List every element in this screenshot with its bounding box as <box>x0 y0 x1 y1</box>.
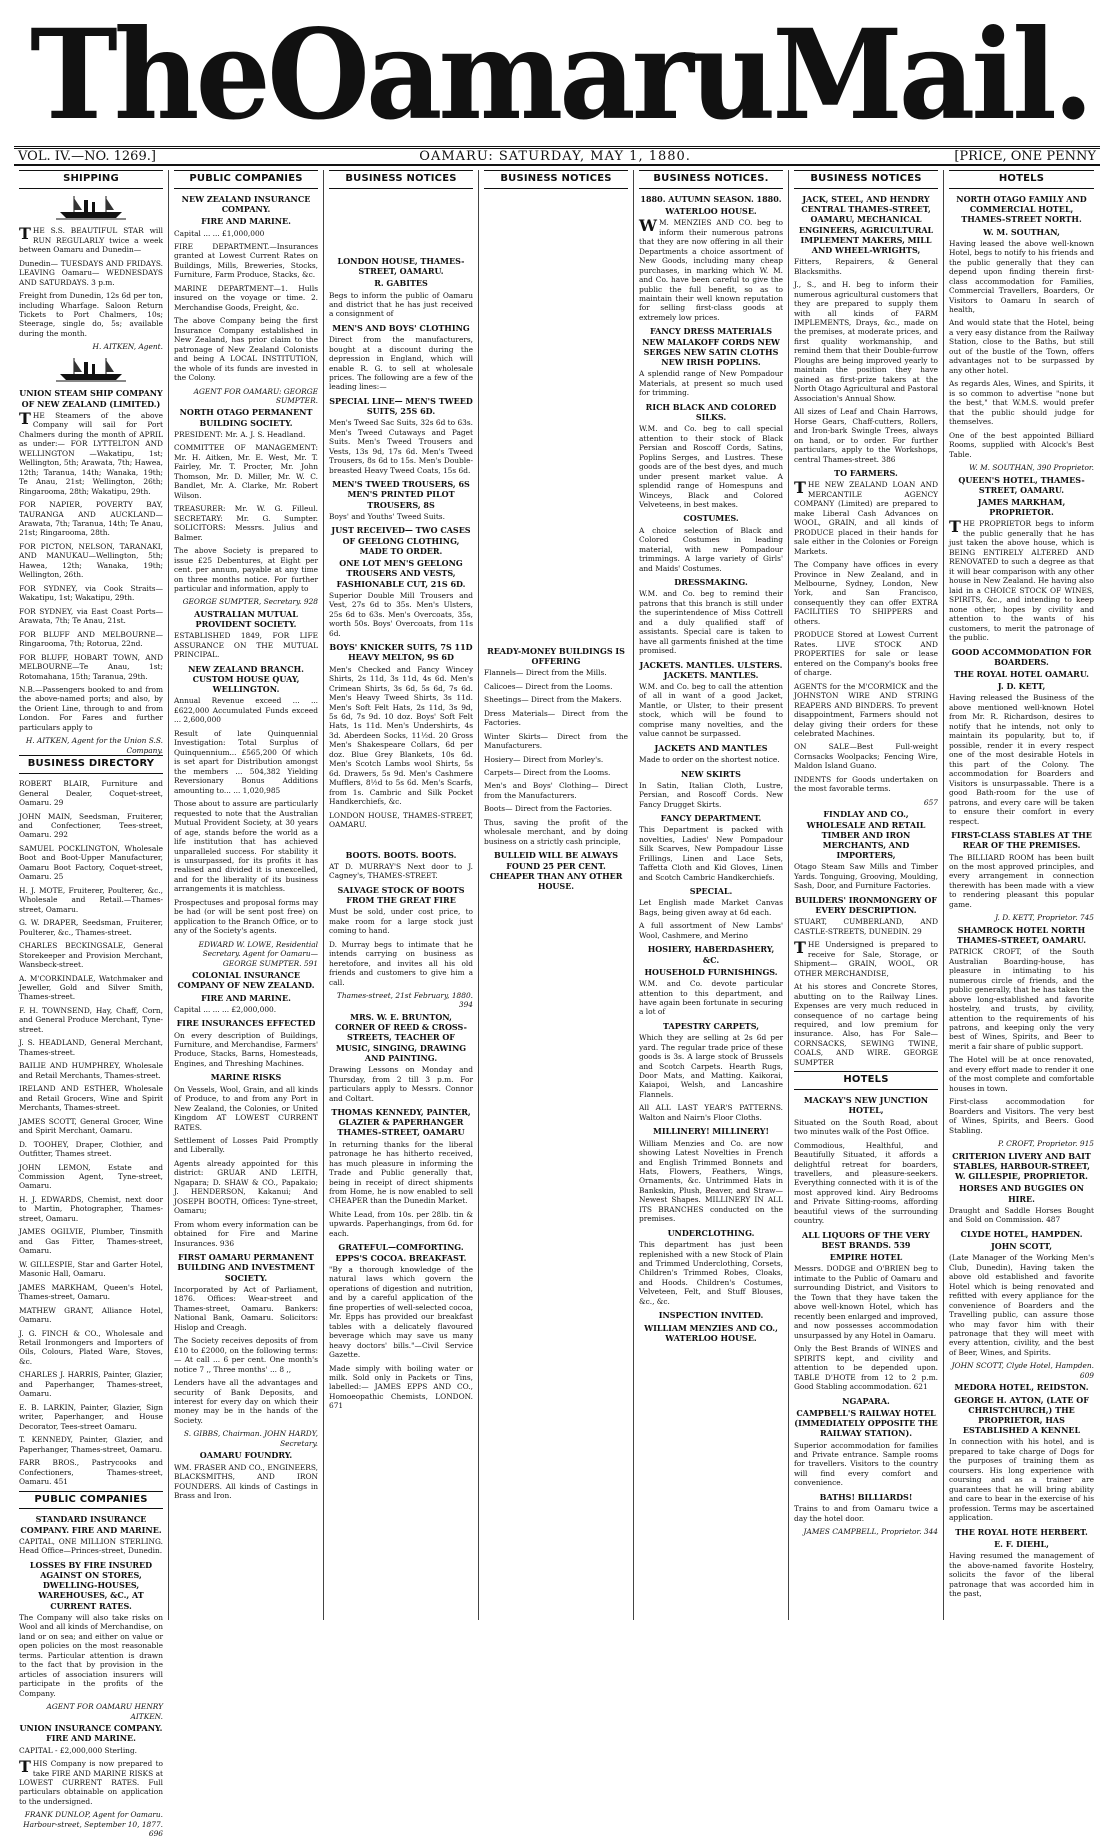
notice-paragraph: LONDON HOUSE, THAMES-STREET, OAMARU. <box>329 810 473 830</box>
column <box>479 170 634 1620</box>
notice-paragraph: Flannels— Direct from the Mills. <box>484 668 607 678</box>
notice-title: COLONIAL INSURANCE COMPANY OF NEW ZEALAND. <box>177 970 315 991</box>
column <box>324 170 479 1620</box>
notice-paragraph: CAPITAL - £2,000,000 Sterling. <box>19 1745 138 1755</box>
column <box>789 170 944 1620</box>
notice-paragraph: Men's Tweed Sac Suits, 32s 6d to 63s. Men's Tweed Cutaways and Paget Suits. Men's Tweed Trousers and Vests, 13s 9d, 17s 6d. Men's Tweed Trousers, 8s 6d to 15s. Men's Double-breasted Heavy Tweed Coats, 15s 6d. <box>329 418 473 475</box>
notice-title: HOSIERY, HABERDASHERY, &C. <box>647 944 775 965</box>
notice-title: E. F. DIEHL, <box>994 1538 1049 1549</box>
notice-paragraph: The Society receives deposits of from £10 to £2000, on the following terms:— At call ... 6 per cent. One month's notice 7 ,, Three months' ... 8 ,, <box>174 1336 318 1374</box>
notice-paragraph: THE Undersigned is prepared to receive for Sale, Storage, or Shipment— GRAIN, WOOL, OR OTHER MERCHANDISE, <box>794 938 938 978</box>
notice-paragraph: JOHN LEMON, Estate and Commission Agent, Tyne-street, Oamaru. <box>19 1162 163 1191</box>
notice-paragraph: G. W. DRAPER, Seedsman, Fruiterer, Poulterer, &c., Thames-street. <box>19 918 163 937</box>
blank-space <box>484 344 628 494</box>
notice-paragraph: First-class accommodation for Boarders and Visitors. The very best of Wines, Spirits, and Beers. Good Stabling. <box>949 1097 1094 1135</box>
notice-paragraph: Dress Materials— Direct from the Factories. <box>484 708 628 728</box>
notice-paragraph: Trains to and from Oamaru twice a day the hotel door. <box>794 1504 938 1523</box>
notice-paragraph: Drawing Lessons on Monday and Thursday, from 2 till 3 p.m. For particulars apply to Messrs. Connor and Coltart. <box>329 1065 473 1103</box>
notice-title: FIRST OAMARU PERMANENT BUILDING AND INVESTMENT SOCIETY. <box>177 1252 315 1283</box>
notice-paragraph: A. M'CORKINDALE, Watchmaker and Jeweller, Gold and Silver Smith, Thames-street. <box>19 973 163 1002</box>
notice-paragraph: Boots— Direct from the Factories. <box>484 804 613 814</box>
notice-title: FIRST-CLASS STABLES AT THE REAR OF THE PREMISES. <box>951 830 1092 851</box>
notice-paragraph: IRELAND AND ESTHER, Wholesale and Retail Grocers, Wine and Spirit Merchants, Thames-street. <box>19 1084 163 1113</box>
notice-title: WATERLOO HOUSE. <box>665 206 757 217</box>
notice-title: SPECIAL. <box>689 886 733 897</box>
notice-title: UNDERCLOTHING. <box>667 1227 755 1238</box>
notice-paragraph: FOR SYDNEY, via Cook Straits—Wakatipu, 1st; Wakatipu, 29th. <box>19 583 163 603</box>
notice-title: NORTH OTAGO PERMANENT BUILDING SOCIETY. <box>179 407 313 428</box>
notice-paragraph: At his stores and Concrete Stores, abutting on to the Railway Lines. Expenses are very much reduced in consequence of no cartage being required, and low premium for insurance. Also, has For Sale— CORNSACKS, SEWING TWINE, COALS, AND WIRE. GEORGE SUMPTER <box>794 982 938 1067</box>
notice-paragraph: On every description of Buildings, Furniture, and Merchandise, Farmers' Produce, Stacks, Barns, Homesteads, Engines, and Threshing Machines. <box>174 1030 318 1068</box>
notice-paragraph: Annual Revenue exceed ... ... £622,000 Accumulated Funds exceed ... 2,600,000 <box>174 696 318 725</box>
notice-paragraph: AGENTS for the M'CORMICK and the JOHNSTON WIRE AND STRING REAPERS AND BINDERS. To prevent disappointment, Farmers should not delay giving their orders for these celebrated Machines. <box>794 681 938 738</box>
notice-paragraph: Men's and Boys' Clothing— Direct from the Manufacturers. <box>484 781 628 800</box>
notice-title: GOOD ACCOMMODATION FOR BOARDERS. <box>951 646 1092 667</box>
notice-title: WILLIAM MENZIES AND CO., WATERLOO HOUSE. <box>644 1322 778 1343</box>
notice-title: MILLINERY! MILLINERY! <box>652 1126 770 1137</box>
steamship-icon <box>19 356 163 384</box>
notice-paragraph: All sizes of Leaf and Chain Harrows, Horse Gears, Chaff-cutters, Rollers, and Iron-bark Swingle Trees, always on hand, or to order. For further particulars, apply to the Workshops, central Thames-street. 386 <box>794 407 938 464</box>
notice-signature: FRANK DUNLOP, Agent for Oamaru. Harbour-street, September 10, 1877. 696 <box>23 1810 163 1839</box>
notice-title: RICH BLACK AND COLORED SILKS. <box>645 401 777 422</box>
column-heading: BUSINESS NOTICES <box>484 170 628 189</box>
notice-paragraph: Commodious, Healthful, and Beautifully Situated, it affords a delightful retreat for boarders, travellers, and pleasure-seekers. Everything connected with it is of the most approved kind. Airy Bedrooms and Private Sitting-rooms, affording beautiful views of the surrounding country. <box>794 1140 938 1226</box>
column-heading: BUSINESS NOTICES <box>329 170 473 189</box>
dateline <box>14 146 1100 166</box>
notice-paragraph: Boys' and Youths' Tweed Suits. <box>329 511 445 521</box>
notice-paragraph: INDENTS for Goods undertaken on the most favorable terms. <box>794 774 938 794</box>
masthead <box>30 1 1090 148</box>
notice-paragraph: Agents already appointed for this district: GRUAR AND LEITH, Ngapara; D. SHAW & CO., Papakaio; J. HENDERSON, Kakanui; And JOSEPH BOOTH, Offices: Tyne-street, Oamaru; <box>174 1158 318 1216</box>
notice-paragraph: Capital ... ... £1,000,000 <box>174 228 265 238</box>
notice-title: EMPIRE HOTEL <box>829 1252 903 1263</box>
notice-paragraph: The BILLIARD ROOM has been built on the most approved principles, and every arrangement in connection therewith has been made with a view to rendering pleasant this popular game. <box>949 852 1094 909</box>
notice-paragraph: D. Murray begs to intimate that he intends carrying on business as heretofore, and invites all his old friends and customers to give him a call. <box>329 939 473 987</box>
column <box>14 170 169 1839</box>
notice-signature: H. AITKEN, Agent. <box>92 342 163 352</box>
notice-paragraph: PRESIDENT: Mr. A. J. S. Headland. <box>174 429 306 439</box>
notice-title: 1880. AUTUMN SEASON. 1880. <box>640 193 782 204</box>
notice-paragraph: WM. FRASER AND CO., ENGINEERS, BLACKSMITHS, AND IRON FOUNDERS. All kinds of Castings in Brass and Iron. <box>174 1462 318 1500</box>
notice-title: MRS. W. E. BRUNTON, CORNER OF REED & CROSS-STREETS, TEACHER OF MUSIC, SINGING, DRAWING AND PAINTING. <box>335 1011 467 1063</box>
column <box>169 170 324 1620</box>
column-heading: HOTELS <box>949 170 1094 189</box>
notice-paragraph: Having leased the above well-known Hotel, begs to notify to his friends and the public generally that they can depend upon finding therein first-class accommodation for Families, Commercial Travellers, Boarders, Or Visitors to Oamaru In search of health, <box>949 238 1094 315</box>
notice-paragraph: Let English made Market Canvas Bags, being given away at 6d each. <box>639 898 783 917</box>
notice-title: FIRE AND MARINE. <box>201 216 291 227</box>
notice-paragraph: Thus, saving the profit of the wholesale merchant, and by doing business on a strictly cash principle, <box>484 817 628 846</box>
column <box>634 170 789 1620</box>
notice-paragraph: And would state that the Hotel, being a very easy distance from the Railway Station, close to the Baths, but still out of the bustle of the Town, offers advantages not to be surpassed by any other hotel. <box>949 318 1094 375</box>
notice-title: GRATEFUL—COMFORTING. EPPS'S COCOA. BREAKFAST. <box>335 1242 467 1263</box>
notice-title: THE ROYAL HOTEL OAMARU. <box>954 669 1089 680</box>
notice-title: NGAPARA. <box>842 1395 890 1406</box>
notice-signature: J. D. KETT, Proprietor. 745 <box>995 913 1094 923</box>
column-heading: BUSINESS NOTICES. <box>639 170 783 189</box>
notice-paragraph: SAMUEL POCKLINGTON, Wholesale Boot and Boot-Upper Manufacturer, Oamaru Boot Factory, Coquet-street, Oamaru. 25 <box>19 843 163 882</box>
notice-paragraph: Prospectuses and proposal forms may be had (or will be sent post free) on application to the Branch Office, or to any of the Society's agents. <box>174 897 318 936</box>
notice-paragraph: AT D. MURRAY'S Next door to J. Cagney's, THAMES-STREET. <box>329 861 473 881</box>
notice-title: JACKETS. MANTLES. ULSTERS. JACKETS. MANTLES. <box>639 659 783 680</box>
notice-title: BOYS' KNICKER SUITS, 7S 11D HEAVY MELTON, 9S 6D <box>329 642 473 663</box>
notice-paragraph: FOR NAPIER, POVERTY BAY, TAURANGA AND AUCKLAND—Arawata, 7th; Taranua, 14th; Te Anau, 21st; Ringarooma, 28th. <box>19 500 163 538</box>
notice-title: THOMAS KENNEDY, PAINTER, GLAZIER & PAPERHANGER THAMES-STREET, OAMARU <box>331 1106 471 1138</box>
notice-title: BATHS! BILLIARDS! <box>819 1491 913 1502</box>
notice-title: MEN'S TWEED TROUSERS, 6S MEN'S PRINTED PILOT TROUSERS, 8S <box>332 479 470 510</box>
blank-space <box>484 194 628 344</box>
notice-paragraph: In returning thanks for the liberal patronage he has hitherto received, has much pleasure in informing the Trade and Public generally that, being in receipt of direct shipments from Home, he is now enabled to sell CHEAPER than the Dunedin Market. <box>329 1139 473 1206</box>
section-heading: BUSINESS DIRECTORY <box>19 755 163 774</box>
notice-title: NEW ZEALAND BRANCH. CUSTOM HOUSE QUAY, WELLINGTON. <box>188 663 304 695</box>
notice-paragraph: JAMES OGILVIE, Plumber, Tinsmith and Gas Fitter, Thames-street, Oamaru. <box>19 1227 163 1256</box>
column-heading: PUBLIC COMPANIES <box>174 170 318 189</box>
notice-signature: EDWARD W. LOWE, Residential Secretary. Agent for Oamaru— GEORGE SUMPTER. 591 <box>198 939 318 968</box>
notice-paragraph: FOR SYDNEY, via East Coast Ports—Arawata, 7th; Te Anau, 21st. <box>19 606 163 626</box>
notice-paragraph: MARINE DEPARTMENT—1. Hulls insured on the voyage or time. 2. Merchandise Goods, Freight, &c. <box>174 283 318 312</box>
notice-signature: JAMES CAMPBELL, Proprietor. 344 <box>803 1527 938 1537</box>
notice-paragraph: E. B. LARKIN, Painter, Glazier, Sign writer, Paperhanger, and House Decorator, Tees-street Oamaru. <box>19 1402 163 1431</box>
notice-paragraph: Dunedin— TUESDAYS AND FRIDAYS. LEAVING Oamaru— WEDNESDAYS AND SATURDAYS. 3 p.m. <box>19 258 163 287</box>
notice-title: J. D. KETT, <box>997 681 1046 692</box>
notice-paragraph: Superior accommodation for families and Private entrance. Sample rooms for travellers. Visitors to the country will find every comfort and convenience. <box>794 1440 938 1488</box>
notice-paragraph: In Satin, Italian Cloth, Lustre, Persian, and Roscoff Cords. New Fancy Drugget Skirts. <box>639 780 783 809</box>
notice-paragraph: THE NEW ZEALAND LOAN AND MERCANTILE AGENCY COMPANY (Limited) are prepared to make Liberal Cash Advances on WOOL, GRAIN, and all kinds of PRODUCE placed in their hands for sale either in the Colonies or Foreign Markets. <box>794 478 938 556</box>
notice-title: FANCY DRESS MATERIALS NEW MALAKOFF CORDS NEW SERGES NEW SATIN CLOTHS NEW IRISH POPLINS. <box>642 326 780 368</box>
notice-paragraph: F. H. TOWNSEND, Hay, Chaff, Corn, and General Produce Merchant, Tyne-street. <box>19 1005 163 1034</box>
blank-space <box>329 194 473 254</box>
notice-title: SPECIAL LINE— MEN'S TWEED SUITS, 25S 6D. <box>329 395 473 417</box>
issue-date: OAMARU: SATURDAY, MAY 1, 1880. <box>419 149 691 164</box>
notice-paragraph: Having resumed the management of the above-named favorite Hostelry, solicits the favor of the liberal patronage that was accorded him in the past, <box>949 1551 1094 1599</box>
notice-paragraph: COMMITTEE OF MANAGEMENT: Mr. H. Aitken, Mr. E. West, Mr. T. Fairley, Mr. T. Procter, Mr. John Thomson, Mr. D. Miller, Mr. W. C. Bandlet, Mr. A. Clarke, Mr. Robert Wilson. <box>174 443 318 500</box>
notice-paragraph: H. J. MOTE, Fruiterer, Poulterer, &c., Wholesale and Retail.—Thames-street, Oamaru. <box>19 885 163 914</box>
notice-paragraph: All ALL LAST YEAR'S PATTERNS. Walton and Nairn's Floor Cloths. <box>639 1103 783 1122</box>
notice-signature: JOHN SCOTT, Clyde Hotel, Hampden. 609 <box>951 1361 1094 1380</box>
notice-paragraph: Settlement of Losses Paid Promptly and Liberally. <box>174 1136 318 1155</box>
notice-title: TO FARMERS. <box>834 468 898 479</box>
notice-paragraph: Hosiery— Direct from Morley's. <box>484 754 604 764</box>
blank-space <box>484 494 628 644</box>
notice-title: JACK, STEEL, AND HENDRY CENTRAL THAMES-STREET, OAMARU, MECHANICAL ENGINEERS, AGRICULTURAL IMPLEMENT MAKERS, MILL AND WHEEL-WRIGHTS, <box>798 193 934 255</box>
notice-signature: H. AITKEN, Agent for the Union S.S. Company. <box>25 736 163 755</box>
notice-paragraph: The above Company being the first Insurance Company established in New Zealand, has prior claim to the patronage of New Zealand Colonists and being A LOCAL INSTITUTION, the whole of its funds are invested in the Colony. <box>174 316 318 383</box>
notice-paragraph: JAMES SCOTT, General Grocer, Wine and Spirit Merchant, Oamaru. <box>19 1116 163 1136</box>
notice-title: DRESSMAKING. <box>674 577 748 588</box>
notice-title: GEORGE H. AYTON, (LATE OF CHRISTCHURCH,) THE PROPRIETOR, HAS ESTABLISHED A KENNEL <box>954 1394 1089 1436</box>
notice-title: NEW ZEALAND INSURANCE COMPANY. <box>181 193 311 215</box>
notice-paragraph: Made simply with boiling water or milk. Sold only in Packets or Tins, labelled:— JAMES EPPS AND CO., Homoeopathic Chemists, LONDON. 671 <box>329 1363 473 1411</box>
notice-paragraph: T. KENNEDY, Painter, Glazier, and Paperhanger, Thames-street, Oamaru. <box>19 1435 163 1454</box>
notice-paragraph: The Company will also take risks on Wool and all kinds of Merchandise, on land or on sea; and either on value or open policies on the most reasonable terms. Particular attention is drawn to the fact that by provision in the articles of association insurers will participate in the profits of the Company. <box>19 1612 163 1698</box>
notice-paragraph: This Department is packed with novelties, Ladies' New Pompadour Silk Scarves, New Pompadour Lisse Frillings, Linen and Lace Sets, Taffetta Cloth and Kid Gloves, Linen and Scotch Cambric Handkerchiefs. <box>639 825 783 882</box>
notice-title: ALL LIQUORS OF THE VERY BEST BRANDS. 539 <box>802 1229 930 1251</box>
notice-title: TAPESTRY CARPETS, <box>662 1020 760 1031</box>
volume-number: VOL. IV.—NO. 1269.] <box>18 149 156 164</box>
notice-paragraph: Incorporated by Act of Parliament, 1876. Offices: Wear-street and Thames-street, Oamaru. Bankers: National Bank, Oamaru. Solicitors: Hislop and Creagh. <box>174 1284 318 1332</box>
notice-paragraph: CHARLES J. HARRIS, Painter, Glazier, and Paperhanger, Thames-street, Oamaru. <box>19 1370 163 1399</box>
notice-title: MARINE RISKS <box>210 1072 282 1083</box>
masthead-word: Mail. <box>772 1 1090 148</box>
notice-paragraph: Freight from Dunedin, 12s 6d per ton, including Wharfage. Saloon Return Tickets to Port Chalmers, 10s; Steerage, single do, 5s; available during the month. <box>19 291 163 338</box>
section-heading: PUBLIC COMPANIES <box>19 1491 163 1510</box>
notice-signature: 657 <box>923 797 938 807</box>
blank-space <box>329 834 473 848</box>
column <box>944 170 1099 1620</box>
notice-title: AUSTRALIAN MUTUAL PROVIDENT SOCIETY. <box>194 608 298 630</box>
notice-paragraph: H. J. EDWARDS, Chemist, next door to Martin, Photographer, Thames-street, Oamaru. <box>19 1194 163 1223</box>
notice-paragraph: Capital ... ... ... £2,000,000. <box>174 1004 277 1014</box>
notice-title: W. M. SOUTHAN, <box>983 226 1060 237</box>
notice-paragraph: Draught and Saddle Horses Bought and Sold on Commission. 487 <box>949 1205 1094 1225</box>
notice-paragraph: FOR BLUFF, HOBART TOWN, AND MELBOURNE—Te Anau, 1st; Rotomahana, 15th; Taranua, 29th. <box>19 652 163 681</box>
notice-paragraph: The above Society is prepared to issue £25 Debentures, at Eight per cent. per annum, payable at any time on three months notice. For further particular and information, apply to <box>174 546 318 593</box>
notice-paragraph: J. G. FINCH & CO., Wholesale and Retail Ironmongers and Importers of Oils, Colours, Plated Ware, Stoves, &c. <box>19 1328 163 1366</box>
notice-title: FANCY DEPARTMENT. <box>660 813 762 824</box>
notice-paragraph: J., S., and H. beg to inform their numerous agricultural customers that they are prepared to supply them with all kinds of FARM IMPLEMENTS, Drays, &c., made on the premises, at moderate prices, and first quality workmanship, and remind them that their Double-furrow Ploughs are being improved yearly to maintain the position they have gained as first-prize takers at the North Otago Agricultural and Pastoral Association's Annual Show. <box>794 280 938 403</box>
notice-title: BOOTS. BOOTS. BOOTS. <box>345 849 457 860</box>
notice-paragraph: (Late Manager of the Working Men's Club, Dunedin), Having taken the above old established and favorite Hotel which is being renovated and refitted with every appliance for the convenience of Boarders and the Travelling public, can assure those who may favor him with their patronage that they will meet with every attention, civility, and the best of Beer, Wines, and Spirits. <box>949 1253 1094 1357</box>
notice-title: HORSES AND BUGGIES ON HIRE. <box>959 1183 1084 1204</box>
notice-title: CAMPBELL'S RAILWAY HOTEL (IMMEDIATELY OPPOSITE THE RAILWAY STATION). <box>794 1407 938 1439</box>
notice-paragraph: N.B.—Passengers booked to and from the above-named ports; and also, by the Orient Line, through to and from London. For Fares and further particulars apply to <box>19 685 163 732</box>
notice-title: ONE LOT MEN'S GEELONG TROUSERS AND VESTS, FASHIONABLE CUT, 21S 6D. <box>336 558 466 589</box>
notice-paragraph: Winter Skirts— Direct from the Manufacturers. <box>484 731 628 751</box>
notice-paragraph: CHARLES BECKINGSALE, General Storekeeper and Provision Merchant, Wansbeck-street. <box>19 941 163 970</box>
notice-paragraph: W.M. and Co. beg to call special attention to their stock of Black Persian and Roscoff Cords, Satins, Poplins Serges, and Lustres. These goods are of the best dyes, and much under present market value. A splendid range of Homespuns and Winceys, Black and Colored Velveteens, in best makes. <box>639 424 783 509</box>
notice-paragraph: As regards Ales, Wines, and Spirits, it is so common to advertise "none but the best," that W.M.S. would prefer that the public should judge for themselves. <box>949 379 1094 427</box>
notice-paragraph: THIS Company is now prepared to take FIRE AND MARINE RISKS at LOWEST CURRENT RATES. Full particulars obtainable on application to the undersigned. <box>19 1757 163 1806</box>
notice-paragraph: W.M. and Co. beg to call the attention of all in want of a good Jacket, Mantle, or Ulster, to their present stock, which will be found to comprise many novelties, and the value cannot be surpassed. <box>639 682 783 739</box>
steamship-icon <box>19 194 163 222</box>
notice-title: COSTUMES. <box>683 513 739 524</box>
notice-paragraph: Messrs. DODGE and O'BRIEN beg to intimate to the Public of Oamaru and surrounding District, and Visitors to the Town that they have taken the above well-known Hotel, which has recently been enlarged and improved, and now possesses accommodation unsurpassed by any Hotel in Oamaru. <box>794 1264 938 1340</box>
notice-paragraph: W.M. and Co. beg to remind their patrons that this branch is still under the superintendence of Miss Cottrell and a duly qualified staff of assistants. Special care is taken to have all garments finished at the time promised. <box>639 589 783 656</box>
notice-paragraph: Those about to assure are particularly requested to note that the Australian Mutual Provident Society, at 30 years of age, stands before the world as a life institution that has achieved unparalleled success. For stability it is unsurpassed, for its profits it has realised and divided it is unexcelled, and for the liberality of its business arrangements it is matchless. <box>174 799 318 894</box>
notice-paragraph: ESTABLISHED 1849, FOR LIFE ASSURANCE ON THE MUTUAL PRINCIPAL. <box>174 631 318 660</box>
notice-title: LOSSES BY FIRE INSURED AGAINST ON STORES, DWELLING-HOUSES, WAREHOUSES, &C., AT CURRENT RATES. <box>29 1559 153 1611</box>
masthead-word: The <box>30 1 267 148</box>
notice-title: FIRE AND MARINE. <box>201 992 291 1003</box>
notice-paragraph: Men's Checked and Fancy Wincey Shirts, 2s 11d, 3s 11d, 4s 6d. Men's Crimean Shirts, 3s 6d, 5s 6d, 7s 6d. Men's Heavy Tweed Shirts, 3s 11d. Men's Soft Felt Hats, 2s 11d, 3s 9d, 5s 6d, 7s 9d. 10 doz. Boys' Soft Felt Hats, 1s 11d. Men's Undershirts, 4s 3d. Aberdeen Socks, 11½d. 20 Gross Men's Shakespeare Collars, 6d per doz. Blue Grey Blankets, 10s 6d. Men's Scotch Lambs wool Shirts, 5s 6d. Drawers, 5s 9d. Men's Cashmere Mufflers, 8½d to 5s 6d. Men's Scarfs, from 1s. Cambric and Silk Pocket Handkerchiefs, &c. <box>329 664 473 807</box>
notice-paragraph: THE PROPRIETOR begs to inform the public generally that he has just taken the above house, which is BEING ENTIRELY ALTERED AND RENOVATED to such a degree as that it will bear comparison with any other house in New Zealand. He having also laid in a CHOICE STOCK OF WINES, SPIRITS, &c., and intending to keep none other, hopes by civility and attention to the wants of his customers, to merit the patronage of the public. <box>949 517 1094 643</box>
notice-paragraph: W. GILLESPIE, Star and Garter Hotel, Masonic Hall, Oamaru. <box>19 1259 163 1279</box>
column-heading: SHIPPING <box>19 170 163 189</box>
notice-signature: Thames-street, 21st February, 1880. 394 <box>336 990 473 1010</box>
notice-paragraph: In connection with his hotel, and is prepared to take charge of Dogs for the purposes of training them as coursers. His long experience with coursing and as a trainer are guarantees that he will bring ability and care to bear in the exercise of his profession. Terms may be ascertained application. <box>949 1437 1094 1523</box>
notice-title: MEN'S AND BOYS' CLOTHING <box>332 322 470 333</box>
notice-title: UNION STEAM SHIP COMPANY OF NEW ZEALAND (LIMITED.) <box>19 388 163 409</box>
notice-paragraph: Direct from the manufacturers, bought at a discount during the depression in England, which will enable R. G. to sell at wholesale prices. The following are a few of the leading lines:— <box>329 335 473 392</box>
notice-paragraph: Otago Steam Saw Mills and Timber Yards. Tonguing, Grooving, Moulding, Sash, Door, and Furniture Factories. <box>794 862 938 891</box>
notice-title: FINDLAY AND CO., WHOLESALE AND RETAIL TIMBER AND IRON MERCHANTS, AND IMPORTERS, <box>806 809 926 861</box>
notice-paragraph: FOR BLUFF AND MELBOURNE—Ringarooma, 7th; Rotorua, 22nd. <box>19 629 163 649</box>
notice-paragraph: FIRE DEPARTMENT.—Insurances granted at Lowest Current Rates on Buildings, Mills, Breweries, Stocks, Furniture, Farm Produce, Stacks, &c. <box>174 241 318 280</box>
notice-paragraph: Superior Double Mill Trousers and Vest, 27s 6d to 35s. Men's Ulsters, 25s 6d to 63s. Men's Overcoats, 35s, worth 50s. Boys' Overcoats, from 11s 6d. <box>329 590 473 638</box>
notice-paragraph: Lenders have all the advantages and security of Bank Deposits, and interest for every day on which their money may be in the hands of the Society. <box>174 1378 318 1425</box>
notice-paragraph: ROBERT BLAIR, Furniture and General Dealer, Coquet-street, Oamaru. 29 <box>19 779 163 808</box>
notice-paragraph: JAMES MARKHAM, Queen's Hotel, Thames-street, Oamaru. <box>19 1282 163 1302</box>
notice-paragraph: TREASURER: Mr. W. G. Filleul. SECRETARY: Mr. G. Sumpter. SOLICITORS: Messrs. Julius and Balmer. <box>174 504 318 542</box>
notice-title: JAMES MARKHAM, PROPRIETOR. <box>977 496 1066 518</box>
notice-paragraph: The Company have offices in every Province in New Zealand, and in Melbourne, Sydney, London, New York, and San Francisco, consequently they can offer EXTRA FACILITIES TO SHIPPERS and others. <box>794 560 938 626</box>
notice-title: MACKAY'S NEW JUNCTION HOTEL, <box>803 1095 929 1116</box>
notice-paragraph: Situated on the South Road, about two minutes walk of the Post Office. <box>794 1117 938 1137</box>
notice-paragraph: Which they are selling at 2s 6d per yard. The regular trade price of these goods is 3s. A large stock of Brussels and Scotch Carpets. Hearth Rugs, Door Mats, and Matting. Kaikorai, Kaiapoi, Welsh, and Lancashire Flannels. <box>639 1033 783 1099</box>
notice-title: R. GABITES <box>374 278 428 289</box>
notice-title: CLYDE HOTEL, HAMPDEN. <box>960 1228 1083 1239</box>
notice-signature: S. GIBBS, Chairman. JOHN HARDY, Secretary. <box>183 1429 318 1448</box>
notice-paragraph: The Hotel will be at once renovated, and every effort made to render it one of the most complete and comfortable houses in town. <box>949 1055 1094 1093</box>
notice-paragraph: A full assortment of New Lambs' Wool, Cashmere, and Merino <box>639 921 783 940</box>
notice-paragraph: W.M. and Co. devote particular attention to this department, and have again been fortunate in securing a lot of <box>639 979 783 1017</box>
notice-title: CRITERION LIVERY AND BAIT STABLES, HARBOUR-STREET, W. GILLESPIE, PROPRIETOR. <box>952 1150 1091 1182</box>
notice-title: INSPECTION INVITED. <box>658 1310 764 1321</box>
notice-paragraph: On Vessels, Wool, Grain, and all kinds of Produce, to and from any Port in New Zealand, the Colonies, or United Kingdom AT LOWEST CURRENT RATES. <box>174 1084 318 1132</box>
notice-title: HOUSEHOLD FURNISHINGS. <box>644 966 778 977</box>
notice-title: BUILDERS' IRONMONGERY OF EVERY DESCRIPTION. <box>794 894 938 916</box>
notice-paragraph: A splendid range of New Pompadour Materials, at present so much used for trimming. <box>639 369 783 398</box>
notice-paragraph: William Menzies and Co. are now showing Latest Novelties in French and English Trimmed Bonnets and Hats, Flowers, Feathers, Wings, Ornaments, &c. Untrimmed Hats in Bankskin, Plush, Beaver, and Straw—Newest Shapes. MILLINERY IN ALL ITS BRANCHES conducted on the premises. <box>639 1138 783 1224</box>
notice-paragraph: Must be sold, under cost price, to make room for a large stock just coming to hand. <box>329 907 473 936</box>
notice-paragraph: FOR PICTON, NELSON, TARANAKI, AND MANUKAU—Wellington, 5th; Hawea, 12th; Wanaka, 19th; Wellington, 26th. <box>19 541 163 580</box>
notice-signature: AGENT FOR OAMARU: GEORGE SUMPTER. <box>193 386 318 405</box>
notice-paragraph: PRODUCE Stored at Lowest Current Rates. LIVE STOCK AND PROPERTIES for sale or lease entered on the Company's books free of charge. <box>794 630 938 678</box>
notice-paragraph: Fitters, Repairers, & General Blacksmiths. <box>794 257 938 276</box>
notice-title: FIRE INSURANCES EFFECTED <box>176 1018 316 1029</box>
notice-paragraph: THE Steamers of the above Company will sail for Port Chalmers during the month of APRIL as under:— FOR LYTTELTON AND WELLINGTON —Wakatipu, 1st; Wellington, 5th; Arawata, 7th; Hawea, 12th; Taranua, 14th; Wanaka, 19th; Te Anau, 21st; Wellington, 26th; Ringarooma, 28th; Wakatipu, 29th. <box>19 408 163 496</box>
notice-paragraph: Sheetings— Direct from the Makers. <box>484 695 622 705</box>
notice-title: UNION INSURANCE COMPANY. FIRE AND MARINE. <box>19 1723 163 1744</box>
notice-title: THE ROYAL HOTE HERBERT. <box>955 1526 1088 1537</box>
notice-paragraph: D. TOOHEY, Draper, Clothier, and Outfitter, Thames street. <box>19 1139 163 1159</box>
notice-paragraph: J. S. HEADLAND, General Merchant, Thames-street. <box>19 1038 163 1057</box>
notice-paragraph: WM. MENZIES AND CO. beg to inform their numerous patrons that they are now offering in all their Departments a choice assortment of New Goods, including many cheap purchases, in marking which W. M. and Co. have been careful to give the public the full benefit, so as to maintain their well known reputation for selling first-class goods at extremely low prices. <box>639 216 783 322</box>
notice-signature: P. CROFT, Proprietor. 915 <box>997 1139 1094 1149</box>
notice-paragraph: BAILIE AND HUMPHREY, Wholesale and Retail Merchants, Thames-street. <box>19 1061 163 1080</box>
column-heading: BUSINESS NOTICES <box>794 170 938 189</box>
notice-paragraph: A choice selection of Black and Colored Costumes in leading material, with new Pompadour trimmings. A large variety of Girls' and Maids' Costumes. <box>639 525 783 573</box>
notice-title: NORTH OTAGO FAMILY AND COMMERCIAL HOTEL, THAMES-STREET NORTH. <box>956 193 1087 225</box>
masthead-word: Oamaru <box>267 1 772 148</box>
notice-paragraph: From whom every information can be obtained for Fire and Marine Insurances. 936 <box>174 1219 318 1248</box>
notice-paragraph: FARR BROS., Pastrycooks and Confectioners, Thames-street, Oamaru. 451 <box>19 1458 163 1487</box>
notice-paragraph: Only the Best Brands of WINES and SPIRITS kept, and civility and attention to be depended upon. TABLE D'HOTE from 12 to 2 p.m. Good Stabling accommodation. 621 <box>794 1344 938 1392</box>
notice-title: OAMARU FOUNDRY. <box>199 1450 293 1461</box>
notice-paragraph: White Lead, from 10s. per 28lb. tin & upwards. Paperhangings, from 6d. for each. <box>329 1209 473 1238</box>
notice-paragraph: THE S.S. BEAUTIFUL STAR will RUN REGULARLY twice a week between Oamaru and Dunedin— <box>19 224 163 255</box>
notice-paragraph: STUART, CUMBERLAND, AND CASTLE-STREETS, DUNEDIN. 29 <box>794 917 938 936</box>
notice-title: MEDORA HOTEL, REIDSTON. <box>954 1382 1089 1393</box>
notice-paragraph: Made to order on the shortest notice. <box>639 755 780 765</box>
notice-paragraph: "By a thorough knowledge of the natural laws which govern the operations of digestion and nutrition, and by a careful application of the fine properties of well-selected cocoa, Mr. Epps has provided our breakfast tables with a delicately flavoured beverage which may save us many heavy doctors' bills."—Civil Service Gazette. <box>329 1264 473 1360</box>
notice-title: STANDARD INSURANCE COMPANY. FIRE AND MARINE. <box>20 1514 162 1535</box>
notice-title: JUST RECEIVED— TWO CASES OF GEELONG CLOTHING, MADE TO ORDER. <box>331 525 471 556</box>
notice-paragraph: Having released the Business of the above mentioned well-known Hotel from Mr. R. Richardson, desires to notify that he intends, not only to maintain its popularity, but to, if possible, render it in every respect one of the most desirable Hotels in this part of the Colony. The accommodation for Boarders and Visitors is unsurpassable. There is a good Bath-room for the use of patrons, and every care will be taken to ensure their comfort in every respect. <box>949 693 1094 826</box>
notice-paragraph: ON SALE—Best Full-weight Cornsacks Woolpacks; Fencing Wire, Maldon Island Guano. <box>794 742 938 771</box>
notice-title: SHAMROCK HOTEL NORTH THAMES-STREET, OAMARU. <box>956 924 1087 946</box>
notice-signature: GEORGE SUMPTER, Secretary. 928 <box>182 597 318 607</box>
notice-paragraph: This department has just been replenished with a new Stock of Plain and Trimmed Underclothing, Corsets, Children's Trimmed Robes, Cloaks, and Hoods. Children's Costumes, Velveteen, Felt, and Stuff Blouses, &c., &c. <box>639 1240 783 1306</box>
notice-paragraph: MATHEW GRANT, Alliance Hotel, Oamaru. <box>19 1305 163 1325</box>
notice-title: BULLEID WILL BE ALWAYS FOUND 25 PER CENT. CHEAPER THAN ANY OTHER HOUSE. <box>489 850 623 891</box>
notice-paragraph: PATRICK CROFT, of the South Australian Boarding-house, has pleasure in intimating to his numerous circle of friends, and the public generally, that he has taken the above long-established and favorite hostelry, and trusts, by civility, attention to the requirements of his patrons, and keeping only the very best of Wines, Spirits, and Beer to merit a fair share of public support. <box>949 947 1094 1051</box>
notice-title: READY-MONEY BUILDINGS IS OFFERING <box>487 645 625 667</box>
section-heading: HOTELS <box>794 1071 938 1090</box>
notice-title: LONDON HOUSE, THAMES-STREET, OAMARU. <box>337 255 465 277</box>
price: [PRICE, ONE PENNY <box>954 149 1096 164</box>
notice-title: NEW SKIRTS <box>681 768 741 779</box>
notice-signature: AGENT FOR OAMARU HENRY AITKEN. <box>46 1702 163 1721</box>
columns <box>14 170 1100 1839</box>
notice-title: SALVAGE STOCK OF BOOTS FROM THE GREAT FIRE <box>337 884 465 905</box>
notice-paragraph: Carpets— Direct from the Looms. <box>484 768 611 778</box>
notice-title: JOHN SCOTT, <box>990 1240 1053 1251</box>
notice-paragraph: Result of late Quinquennial Investigation: Total Surplus of Quinquennium... £565,200 Of which is set apart for Distribution amongst the members ... 504,382 Yielding Reversionary Bonus Additions amounting to... ... 1,020,985 <box>174 728 318 795</box>
notice-paragraph: JOHN MAIN, Seedsman, Fruiterer, and Confectioner, Tees-street, Oamaru. 292 <box>19 811 163 840</box>
notice-title: JACKETS AND MANTLES <box>654 742 768 753</box>
notice-title: QUEEN'S HOTEL, THAMES-STREET, OAMARU. <box>958 474 1085 495</box>
notice-paragraph: CAPITAL, ONE MILLION STERLING. Head Office—Princes-street, Dunedin. <box>19 1536 163 1556</box>
notice-paragraph: Calicoes— Direct from the Looms. <box>484 681 613 691</box>
notice-paragraph: Begs to inform the public of Oamaru and district that he has just received a consignment of <box>329 290 473 319</box>
notice-paragraph: One of the best appointed Billiard Rooms, supplied with Alcock's Best Table. <box>949 430 1094 459</box>
notice-signature: W. M. SOUTHAN, 390 Proprietor. <box>969 463 1094 473</box>
